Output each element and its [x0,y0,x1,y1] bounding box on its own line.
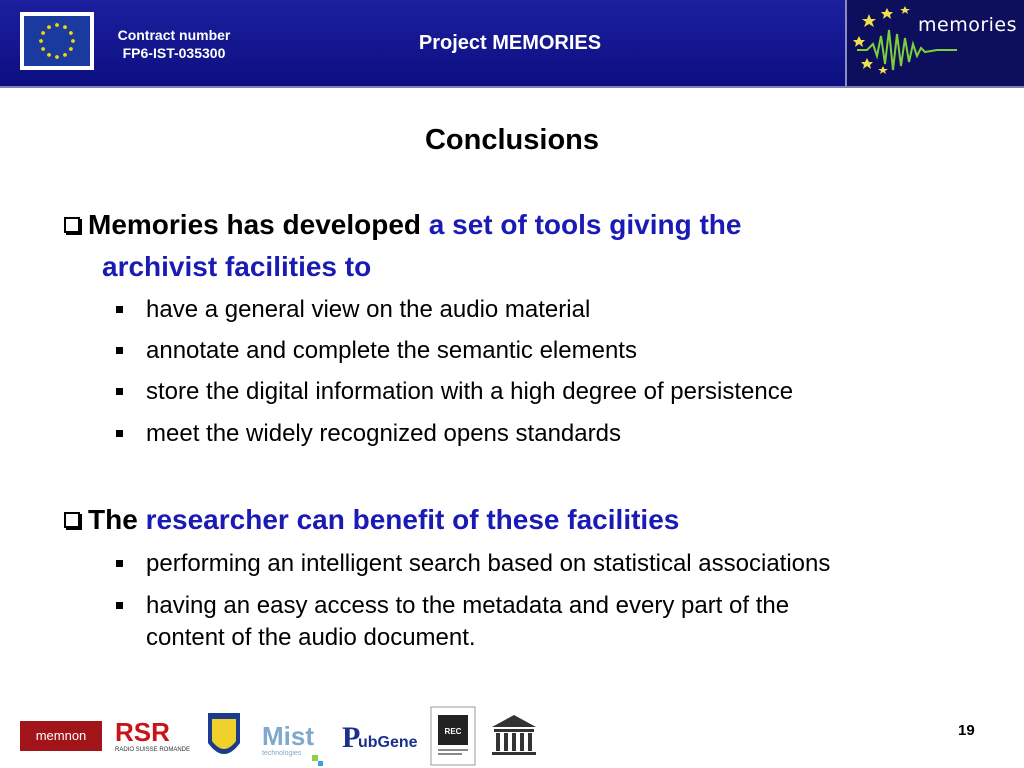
bullet-researcher-highlight: researcher can benefit of these facilities [145,504,680,535]
square-bullet-icon [116,347,123,354]
list-item-text: store the digital information with a high degree of persistence [146,378,794,405]
rsr-logo-sub: RADIO SUISSE ROMANDE [115,747,191,753]
memories-logo-text: memories [918,14,1018,36]
eu-star-icon [41,31,45,35]
list-item-text: having an easy access to the metadata and every part of the [146,592,790,619]
bullet-researcher-text: The [88,504,138,535]
university-shield-logo [208,713,240,754]
list-item [116,294,996,326]
list-item [116,590,996,654]
slide-title: Conclusions [424,124,599,156]
square-bullet-icon [116,430,123,437]
rsr-logo [115,717,190,753]
eu-star-icon [63,53,67,57]
eu-star-icon [55,55,59,59]
list-item-text: meet the widely recognized opens standards [146,420,621,447]
list-item [116,376,996,408]
contract-number [100,26,248,62]
bullet-researcher [64,503,679,537]
square-bullet-icon [116,560,123,567]
list-item-text: annotate and complete the semantic elements [146,337,637,364]
partner-logos [0,705,1024,765]
eu-star-icon [69,31,73,35]
rsr-logo-text: RSR [115,717,170,747]
bullet-tools-text: Memories has developed [88,209,422,240]
list-item [116,335,996,367]
memnon-logo [20,721,102,751]
rec-logo-text: REC [444,727,462,736]
eu-star-icon [39,39,43,43]
eu-star-icon [55,23,59,27]
memnon-logo-text: memnon [35,728,87,743]
eu-flag-logo [20,12,94,70]
checkbox-bullet-icon [64,217,80,233]
page-number: 19 [958,722,975,739]
list-item-text: have a general view on the audio material [146,296,591,323]
rec-logo [431,707,475,765]
list-item-text-cont: content of the audio document. [146,624,476,651]
list-item-text: performing an intelligent search based on statistical associations [146,550,831,577]
eu-star-icon [47,53,51,57]
eu-star-icon [63,25,67,29]
mist-logo [262,721,323,766]
square-bullet-icon [116,306,123,313]
project-title: Project MEMORIES [418,32,602,54]
pubgene-logo-p: P [342,721,361,754]
checkbox-bullet-icon [64,512,80,528]
memories-logo [847,0,1024,86]
square-bullet-icon [116,388,123,395]
square-bullet-icon [116,602,123,609]
bullet-tools-highlight: a set of tools giving the [428,209,742,240]
pubgene-logo [342,721,418,754]
eu-star-icon [47,25,51,29]
bullet-tools-highlight-cont: archivist facilities to [102,251,372,282]
list-item [116,418,996,450]
eu-flag-icon [24,16,90,66]
eu-star-icon [71,39,75,43]
list-item [116,548,996,580]
pubgene-logo-text: ubGene [358,734,418,751]
contract-id: FP6-IST-035300 [122,45,226,61]
mist-logo-sub: technologies [262,750,302,757]
mist-logo-text: Mist [262,721,314,751]
eu-star-icon [41,47,45,51]
contract-label: Contract number [117,27,231,43]
slide-header [0,0,1024,88]
unesco-logo [492,715,536,755]
bullet-tools [64,208,742,242]
eu-star-icon [69,47,73,51]
memories-waveform-icon [847,0,1024,86]
